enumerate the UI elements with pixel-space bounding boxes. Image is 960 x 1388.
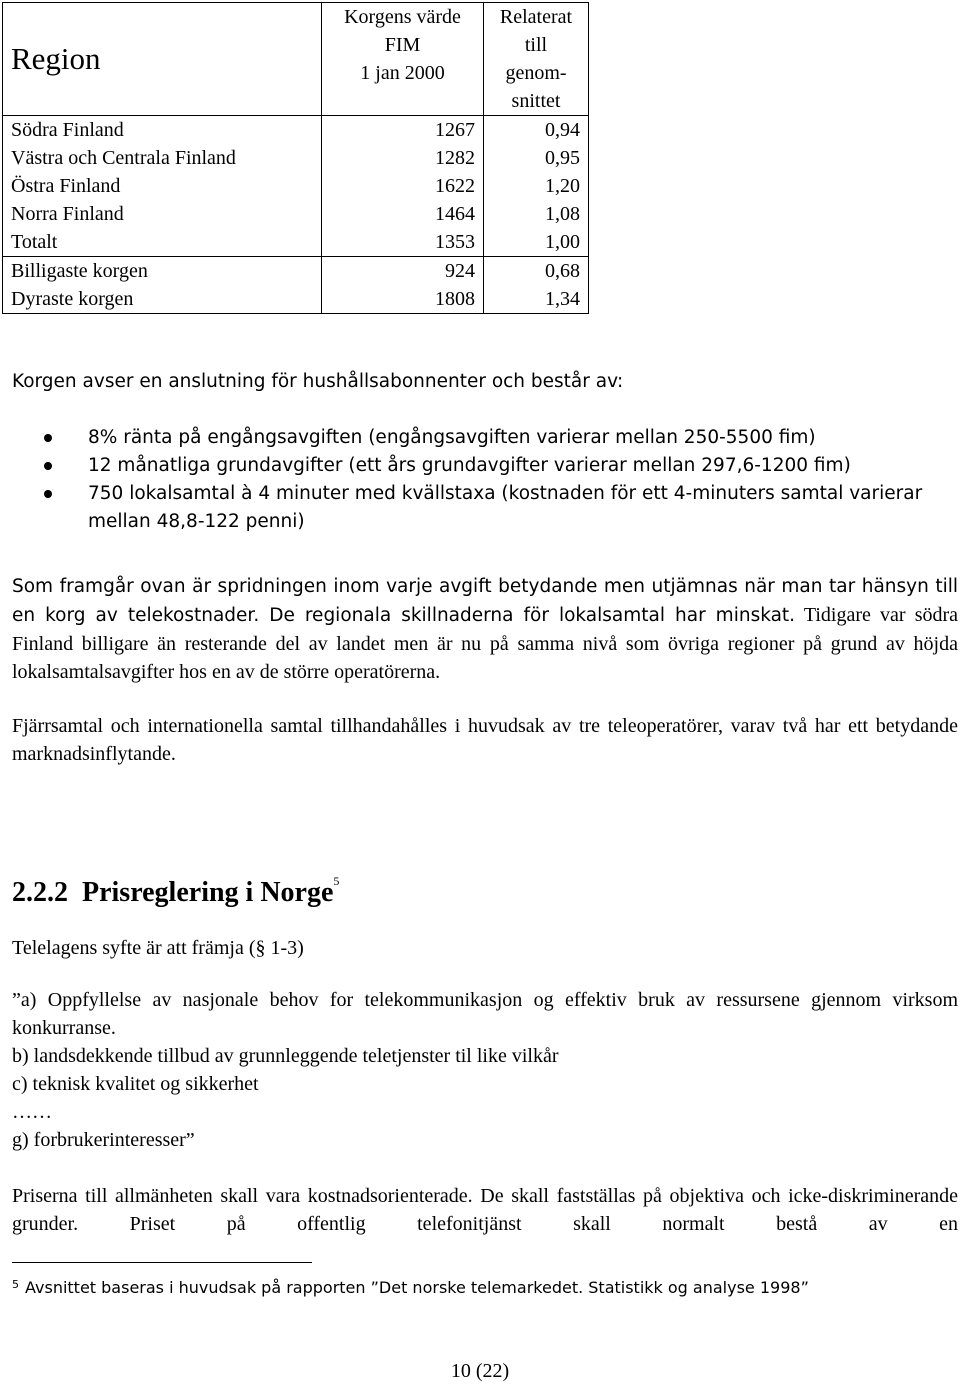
page-number: 10 (22) <box>450 1360 510 1382</box>
cell-relative: 1,20 <box>484 172 589 200</box>
paragraph-long-distance: Fjärrsamtal och internationella samtal tillhandahålles i huvudsak av tre teleoperatörer, varav två har ett betydande marknadsinflytande. <box>12 715 958 765</box>
law-item: b) landsdekkende tillbud av grunnleggende teletjenster til like vilkår <box>12 1045 559 1067</box>
cell-region: Södra Finland <box>3 116 322 145</box>
header-relative-line: genom- <box>505 62 567 84</box>
cell-relative: 0,95 <box>484 144 589 172</box>
section-heading <box>12 874 339 909</box>
table-row <box>3 200 589 228</box>
basket-components-list <box>40 424 958 536</box>
law-item: g) forbrukerinteresser” <box>12 1129 195 1151</box>
table-header-row <box>3 3 589 116</box>
cell-value: 1267 <box>322 116 484 145</box>
table-row <box>3 172 589 200</box>
paragraph-spread-serif: Tidigare var södra Finland billigare än resterande del av landet men är nu på samma nivå som övriga regioner på grund av höjda lokalsamtalsavgifter hos en av de större operatörerna. <box>12 604 959 683</box>
table-row <box>3 285 589 314</box>
footnote-number: 5 <box>12 1278 19 1291</box>
table-row <box>3 144 589 172</box>
cell-relative: 1,08 <box>484 200 589 228</box>
cell-value: 1622 <box>322 172 484 200</box>
header-relative-line: snittet <box>511 90 561 112</box>
list-item: 750 lokalsamtal à 4 minuter med kvällstaxa (kostnaden för ett 4-minuters samtal varierar mellan 48,8-122 penni) <box>40 480 958 536</box>
header-region: Region <box>3 3 322 116</box>
header-basket-value <box>322 3 484 116</box>
law-intro: Telelagens syfte är att främja (§ 1-3) <box>12 937 304 959</box>
footnote-divider <box>12 1262 312 1263</box>
cell-region: Norra Finland <box>3 200 322 228</box>
footnote-text: Avsnittet baseras i huvudsak på rapporten ”Det norske telemarkedet. Statistikk og analyse 1998” <box>25 1278 809 1297</box>
cell-relative: 0,68 <box>484 257 589 286</box>
cell-region: Billigaste korgen <box>3 257 322 286</box>
header-relative <box>484 3 589 116</box>
cell-relative: 1,00 <box>484 228 589 257</box>
cell-region: Totalt <box>3 228 322 257</box>
section-title: Prisreglering i Norge <box>82 877 334 908</box>
table-row <box>3 228 589 257</box>
section-number: 2.2.2 <box>12 877 68 908</box>
cell-value: 1353 <box>322 228 484 257</box>
header-relative-line: Relaterat <box>499 6 573 28</box>
cell-value: 924 <box>322 257 484 286</box>
cell-value: 1282 <box>322 144 484 172</box>
table-row <box>3 116 589 145</box>
header-value-line: FIM <box>384 34 421 56</box>
paragraph-spread <box>12 572 958 686</box>
paragraph-pricing: Priserna till allmänheten skall vara kostnadsorienterade. De skall fastställas på objektiva och icke-diskriminerande grunder. Priset på offentlig telefonitjänst skall normalt bestå av en <box>12 1185 958 1235</box>
law-item: c) teknisk kvalitet og sikkerhet <box>12 1073 259 1095</box>
table-row <box>3 257 589 286</box>
footnote-ref: 5 <box>333 874 340 888</box>
cell-value: 1808 <box>322 285 484 314</box>
header-value-line: Korgens värde <box>344 6 461 28</box>
basket-intro: Korgen avser en anslutning för hushållsabonnenter och består av: <box>12 371 624 392</box>
law-item: …… <box>12 1101 52 1123</box>
cell-value: 1464 <box>322 200 484 228</box>
paragraph-spread-sans: Som framgår ovan är spridningen inom varje avgift betydande men utjämnas när man tar hänsyn till en korg av telekostnader. De regionala skillnaderna för lokalsamtal har minskat. <box>12 576 958 626</box>
region-price-table <box>2 2 589 314</box>
law-item: ”a) Oppfyllelse av nasjonale behov for telekommunikasjon og effektiv bruk av ressursene gjennom virksom konkurranse. <box>12 989 958 1039</box>
footnote <box>12 1274 809 1299</box>
list-item: 12 månatliga grundavgifter (ett års grundavgifter varierar mellan 297,6-1200 fim) <box>40 452 958 480</box>
list-item: 8% ränta på engångsavgiften (engångsavgiften varierar mellan 250-5500 fim) <box>40 424 958 452</box>
cell-relative: 1,34 <box>484 285 589 314</box>
header-relative-line: till <box>524 34 548 56</box>
cell-relative: 0,94 <box>484 116 589 145</box>
cell-region: Västra och Centrala Finland <box>3 144 322 172</box>
cell-region: Dyraste korgen <box>3 285 322 314</box>
cell-region: Östra Finland <box>3 172 322 200</box>
header-value-line: 1 jan 2000 <box>360 62 445 84</box>
